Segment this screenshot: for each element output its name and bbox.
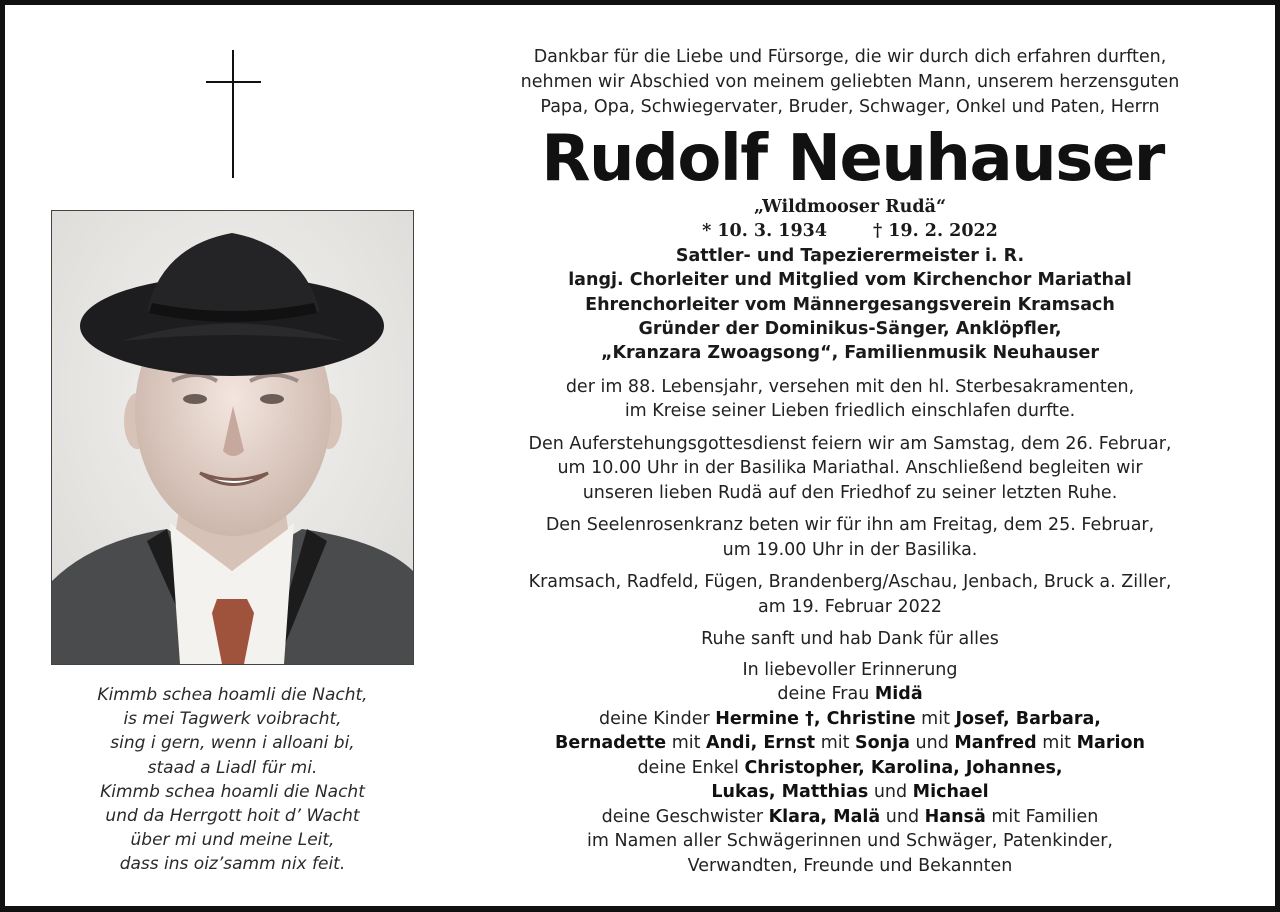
mourner-line: Lukas, Matthias und Michael [711,782,989,803]
life-dates [475,219,1225,243]
title-line: Gründer der Dominikus-Sänger, Anklöpfler, [638,319,1062,340]
obituary-text [475,45,1225,878]
mourners [475,658,1225,879]
intro-line: Papa, Opa, Schwiegervater, Bruder, Schwager, Onkel und Paten, Herrn [540,97,1160,117]
memory-line: In liebevoller Erinnerung [742,659,958,680]
nickname: „Wildmooser Rudä“ [753,197,947,217]
poem-line: sing i gern, wenn i alloani bi, [110,733,355,754]
mourner-line: Bernadette mit Andi, Ernst mit Sonja und Manfred mit Marion [555,733,1145,754]
passing-text [475,375,1225,424]
text-line: Kramsach, Radfeld, Fügen, Brandenberg/Aschau, Jenbach, Bruck a. Ziller, [528,572,1172,593]
title-line: langj. Chorleiter und Mitglied vom Kirchenchor Mariathal [568,270,1132,291]
deceased-info [475,195,1225,366]
deceased-name: Rudolf Neuhauser [541,122,1164,196]
birth-date: * 10. 3. 1934 [702,221,827,242]
text-line: der im 88. Lebensjahr, versehen mit den hl. Sterbesakramenten, [565,376,1135,397]
poem [45,683,420,877]
text-line: um 19.00 Uhr in der Basilika. [722,539,978,560]
poem-line: und da Herrgott hoit d’ Wacht [105,806,360,827]
intro-text [475,45,1225,120]
place-date [475,570,1225,619]
poem-line: Kimmb schea hoamli die Nacht [100,781,365,802]
poem-line: staad a Liadl für mi. [147,757,318,778]
portrait-photo [51,210,414,665]
title-line: Sattler- und Tapezierermeister i. R. [675,245,1025,266]
title-line: Ehrenchorleiter vom Männergesangsverein Kramsach [585,294,1115,315]
rosary-text [475,513,1225,562]
funeral-text [475,432,1225,506]
text-line: Den Seelenrosenkranz beten wir für ihn am Freitag, dem 25. Februar, [545,515,1155,536]
death-date: † 19. 2. 2022 [873,221,998,242]
mourner-line: Verwandten, Freunde und Bekannten [687,855,1013,876]
farewell-text: Ruhe sanft und hab Dank für alles [701,629,999,650]
poem-line: Kimmb schea hoamli die Nacht, [97,685,368,705]
mourner-line: deine Enkel Christopher, Karolina, Johannes, [637,757,1063,778]
text-line: unseren lieben Rudä auf den Friedhof zu seiner letzten Ruhe. [582,482,1118,503]
mourner-line: deine Kinder Hermine †, Christine mit Josef, Barbara, [599,708,1101,729]
text-line: am 19. Februar 2022 [757,596,942,617]
title-line: „Kranzara Zwoagsong“, Familienmusik Neuhauser [600,343,1100,364]
cross-icon [206,50,261,178]
poem-line: is mei Tagwerk voibracht, [123,709,342,730]
intro-line: Dankbar für die Liebe und Fürsorge, die wir durch dich erfahren durften, [533,47,1167,67]
poem-line: dass ins oiz’samm nix feit. [119,854,346,875]
mourner-line: im Namen aller Schwägerinnen und Schwäger, Patenkinder, [587,831,1113,852]
text-line: im Kreise seiner Lieben friedlich einschlafen durfte. [624,401,1076,422]
mourner-line: deine Frau Midä [777,684,923,705]
text-line: Den Auferstehungsgottesdienst feiern wir am Samstag, dem 26. Februar, [528,433,1172,454]
text-line: um 10.00 Uhr in der Basilika Mariathal. Anschließend begleiten wir [557,458,1143,479]
intro-line: nehmen wir Abschied von meinem geliebten Mann, unserem herzensguten [520,72,1180,92]
mourner-line: deine Geschwister Klara, Malä und Hansä mit Familien [601,806,1099,827]
poem-line: über mi und meine Leit, [130,830,335,851]
